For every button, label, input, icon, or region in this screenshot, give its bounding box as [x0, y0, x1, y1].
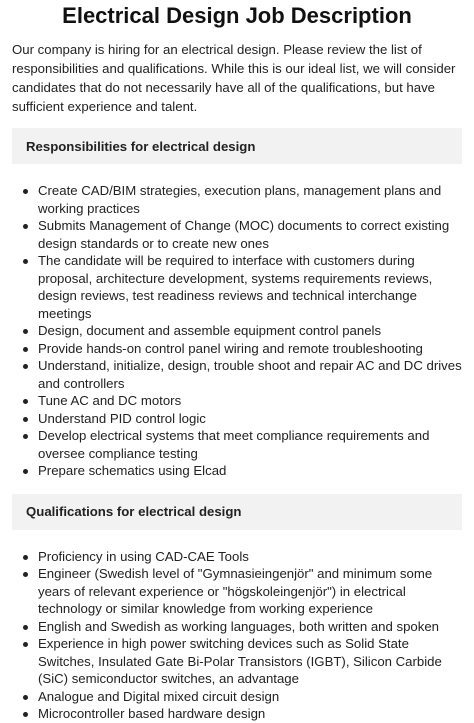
- qualifications-heading: Qualifications for electrical design: [12, 494, 462, 530]
- responsibility-item: Understand PID control logic: [38, 410, 462, 428]
- responsibility-item: The candidate will be required to interface with customers during proposal, architecture development, systems requirements reviews, design reviews, test readiness reviews and technical interchange meetings: [38, 252, 462, 322]
- responsibility-item: Understand, initialize, design, trouble shoot and repair AC and DC drives and controllers: [38, 358, 462, 391]
- qualification-item: Proficiency in using CAD-CAE Tools: [38, 548, 462, 566]
- qualification-item: Microcontroller based hardware design: [38, 705, 462, 723]
- responsibility-item: Develop electrical systems that meet compliance requirements and oversee compliance testing: [38, 427, 462, 462]
- responsibility-item: Provide hands-on control panel wiring and remote troubleshooting: [38, 340, 462, 358]
- intro-paragraph: Our company is hiring for an electrical design. Please review the list of responsibilities and qualifications. While this is our ideal list, we will consider candidates that do not necessarily have all of the qualifications, but have sufficient experience and talent.: [12, 42, 456, 114]
- qualification-item: Engineer (Swedish level of "Gymnasieingenjör" and minimum some years of relevant experience or "högskoleingenjör") in electrical technology or similar knowledge from working experience: [38, 565, 462, 618]
- responsibility-item: Submits Management of Change (MOC) documents to correct existing design standards or to create new ones: [38, 217, 462, 252]
- qualification-item: Experience in high power switching devices such as Solid State Switches, Insulated Gate Bi-Polar Transistors (IGBT), Silicon Carbide (SiC) semiconductor switches, an advantage: [38, 635, 462, 688]
- responsibility-item: Create CAD/BIM strategies, execution plans, management plans and working practices: [38, 182, 462, 217]
- qualification-item: Analogue and Digital mixed circuit design: [38, 688, 462, 706]
- responsibility-item: Design, document and assemble equipment control panels: [38, 322, 462, 340]
- responsibilities-list: [12, 182, 462, 480]
- qualifications-list: [12, 548, 462, 723]
- responsibility-item: Prepare schematics using Elcad: [38, 462, 462, 480]
- page-title: Electrical Design Job Description: [62, 3, 412, 28]
- responsibility-item: Tune AC and DC motors: [38, 392, 462, 410]
- responsibilities-heading: Responsibilities for electrical design: [12, 128, 462, 164]
- qualification-item: English and Swedish as working languages, both written and spoken: [38, 618, 462, 636]
